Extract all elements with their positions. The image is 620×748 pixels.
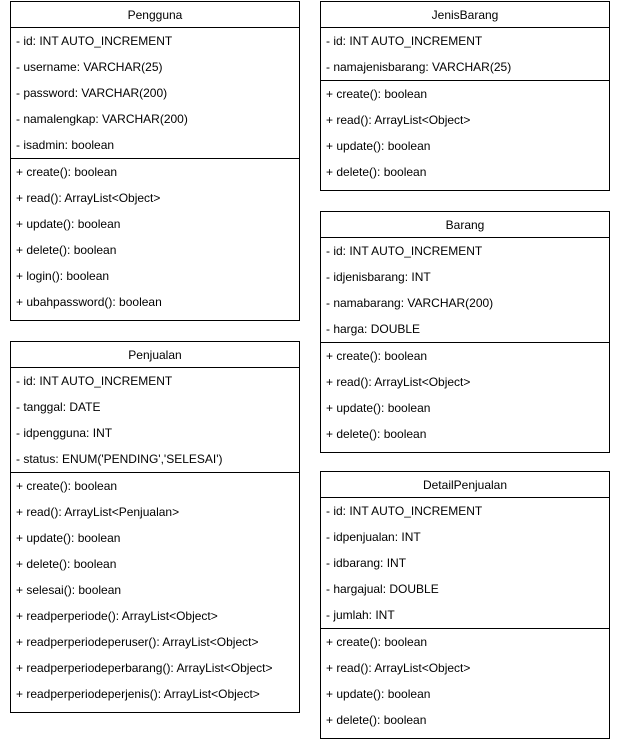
attribute-row: - id: INT AUTO_INCREMENT [326,34,483,48]
method-row: + delete(): boolean [326,165,427,179]
attribute-row: - id: INT AUTO_INCREMENT [16,374,173,388]
methods-section [321,80,609,185]
method-row: + login(): boolean [16,269,110,283]
attribute-row: - tanggal: DATE [16,400,101,414]
method-row: + readperperiodeperbarang(): ArrayList<Object> [16,661,273,675]
method-row: + readperperiodeperjenis(): ArrayList<Object> [16,687,260,701]
methods-section [11,472,299,707]
method-row: + selesai(): boolean [16,583,122,597]
method-row: + delete(): boolean [16,557,117,571]
class-title: Pengguna [11,2,299,28]
attributes-section [11,28,299,158]
attribute-row: - idpenjualan: INT [326,530,421,544]
class-title: DetailPenjualan [321,472,609,498]
method-row: + delete(): boolean [326,427,427,441]
attribute-row: - isadmin: boolean [16,138,115,152]
attribute-row: - idpengguna: INT [16,426,113,440]
methods-section [321,628,609,733]
attributes-section [321,28,609,80]
method-row: + update(): boolean [326,687,431,701]
methods-section [321,342,609,447]
method-row: + delete(): boolean [16,243,117,257]
method-row: + ubahpassword(): boolean [16,295,162,309]
method-row: + delete(): boolean [326,713,427,727]
method-row: + read(): ArrayList<Object> [326,661,471,675]
attribute-row: - namalengkap: VARCHAR(200) [16,112,188,126]
class-title: JenisBarang [321,2,609,28]
attribute-row: - namabarang: VARCHAR(200) [326,296,494,310]
attribute-row: - id: INT AUTO_INCREMENT [16,34,173,48]
method-row: + create(): boolean [326,87,428,101]
methods-section [11,158,299,315]
attribute-row: - idbarang: INT [326,556,407,570]
attributes-section [321,238,609,342]
method-row: + update(): boolean [16,531,121,545]
attribute-row: - hargajual: DOUBLE [326,582,439,596]
class-penjualan[interactable] [10,341,300,713]
attribute-row: - namajenisbarang: VARCHAR(25) [326,60,512,74]
attributes-section [11,368,299,472]
method-row: + read(): ArrayList<Penjualan> [16,505,180,519]
method-row: + create(): boolean [16,165,118,179]
attribute-row: - idjenisbarang: INT [326,270,431,284]
class-pengguna[interactable] [10,1,300,321]
method-row: + update(): boolean [326,139,431,153]
class-barang[interactable] [320,211,610,453]
attribute-row: - harga: DOUBLE [326,322,421,336]
method-row: + update(): boolean [16,217,121,231]
attribute-row: - username: VARCHAR(25) [16,60,163,74]
class-detailpenjualan[interactable] [320,471,610,739]
method-row: + read(): ArrayList<Object> [326,113,471,127]
method-row: + read(): ArrayList<Object> [16,191,161,205]
method-row: + create(): boolean [16,479,118,493]
class-title: Penjualan [11,342,299,368]
method-row: + readperperiodeperuser(): ArrayList<Object> [16,635,259,649]
attribute-row: - password: VARCHAR(200) [16,86,168,100]
method-row: + update(): boolean [326,401,431,415]
class-title: Barang [321,212,609,238]
class-jenisbarang[interactable] [320,1,610,191]
method-row: + readperperiode(): ArrayList<Object> [16,609,218,623]
attribute-row: - id: INT AUTO_INCREMENT [326,244,483,258]
attributes-section [321,498,609,628]
method-row: + create(): boolean [326,635,428,649]
method-row: + read(): ArrayList<Object> [326,375,471,389]
attribute-row: - status: ENUM('PENDING','SELESAI') [16,452,223,466]
attribute-row: - id: INT AUTO_INCREMENT [326,504,483,518]
method-row: + create(): boolean [326,349,428,363]
attribute-row: - jumlah: INT [326,608,395,622]
